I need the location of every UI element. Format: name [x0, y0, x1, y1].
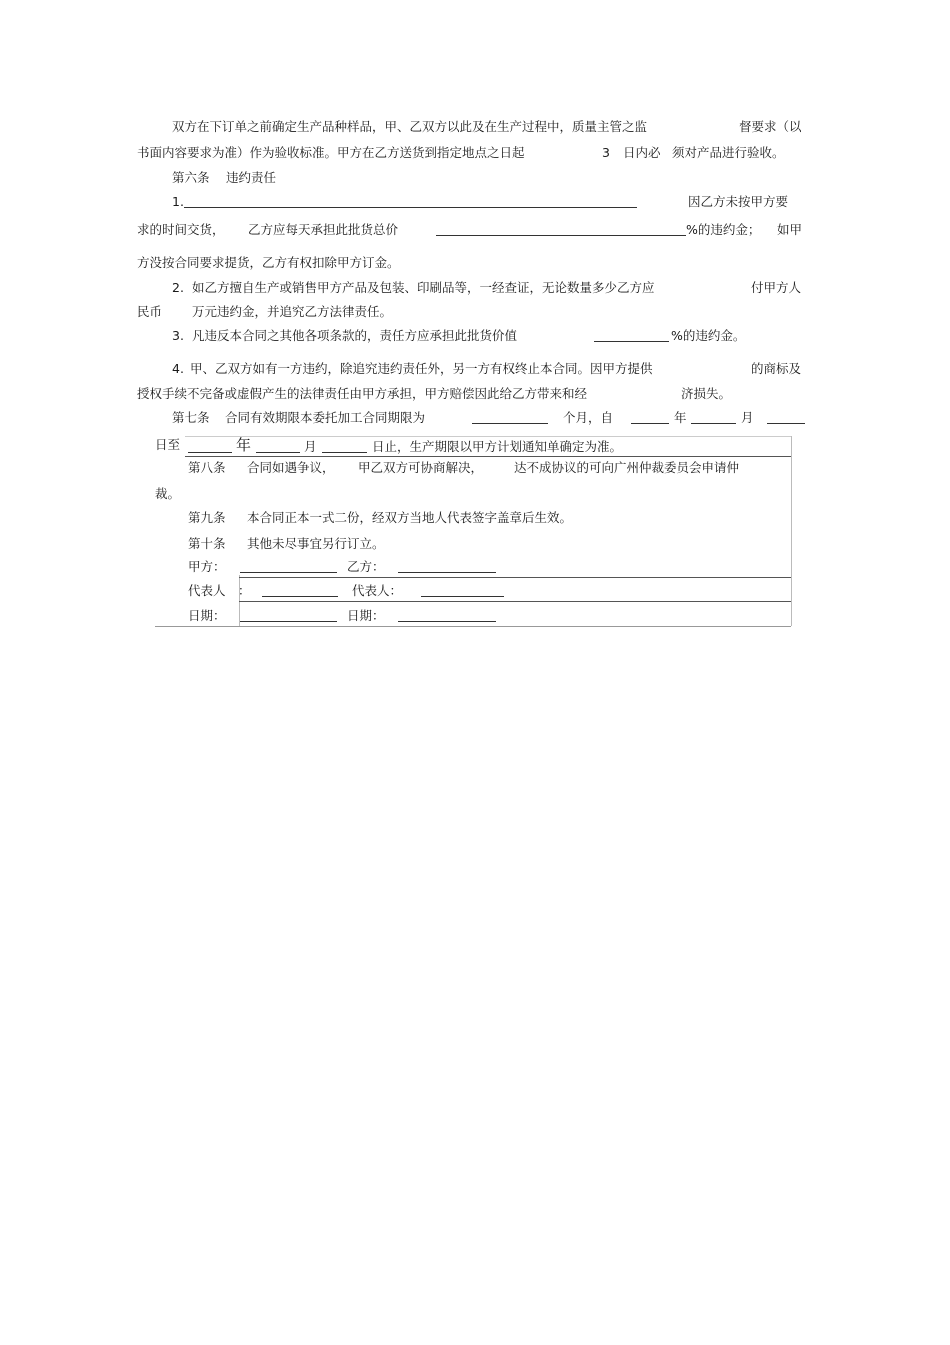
fill-blank[interactable] — [767, 412, 805, 424]
rep-a-field[interactable] — [262, 585, 338, 597]
date-b-field[interactable] — [398, 610, 496, 622]
para-line: 甲、乙双方如有一方违约，除追究违约责任外，另一方有权终止本合同。因甲方提供 — [190, 361, 653, 376]
fill-blank[interactable] — [436, 224, 686, 236]
para-line: 日至 — [155, 437, 181, 452]
rep-b-field[interactable] — [421, 585, 504, 597]
para-line: 凡违反本合同之其他各项条款的，责任方应承担此批货价值 — [192, 328, 518, 343]
para-line: 其他未尽事宜另行订立。 — [247, 536, 385, 551]
para-line: 年 — [236, 436, 252, 454]
para-line: 双方在下订单之前确定生产品种样品，甲、乙双方以此及在生产过程中，质量主管之监 — [172, 119, 648, 134]
item-number: 4. — [172, 361, 184, 376]
para-line: 月 — [304, 439, 317, 454]
para-line: 月 — [741, 410, 754, 425]
date-a-label: 日期： — [188, 608, 226, 623]
item-number: 3. — [172, 328, 184, 343]
date-a-field[interactable] — [240, 610, 337, 622]
para-line: 万元违约金，并追究乙方法律责任。 — [192, 304, 393, 319]
para-line: 付甲方人 — [751, 280, 802, 295]
para-line: 裁。 — [155, 486, 181, 501]
fill-blank[interactable] — [184, 196, 637, 208]
party-b-field[interactable] — [398, 561, 496, 573]
party-b-label: 乙方： — [347, 559, 385, 574]
days-number: 3 — [602, 145, 610, 160]
para-line: 济损失。 — [681, 386, 732, 401]
para-line: 须对产品进行验收。 — [672, 145, 785, 160]
item-number: 2. — [172, 280, 184, 295]
divider — [185, 436, 791, 437]
article-heading: 违约责任 — [226, 170, 277, 185]
para-line: 授权手续不完备或虚假产生的法律责任由甲方承担，甲方赔偿因此给乙方带来和经 — [137, 386, 588, 401]
para-line: 年 — [674, 410, 687, 425]
para-line: 合同如遇争议， — [247, 460, 335, 475]
para-line: 乙方应每天承担此批货总价 — [248, 222, 399, 237]
party-a-field[interactable] — [240, 561, 337, 573]
para-line: 合同有效期限本委托加工合同期限为 — [225, 410, 426, 425]
article-heading: 第六条 — [172, 170, 210, 185]
fill-blank[interactable] — [691, 412, 736, 424]
article-heading: 第十条 — [188, 536, 226, 551]
colon: ： — [238, 583, 251, 598]
fill-blank[interactable] — [188, 441, 232, 453]
article-heading: 第九条 — [188, 510, 226, 525]
fill-blank[interactable] — [594, 330, 669, 342]
rep-a-label: 代表人 — [188, 583, 226, 598]
article-heading: 第八条 — [188, 460, 226, 475]
para-line: 因乙方未按甲方要 — [688, 194, 789, 209]
divider — [185, 456, 791, 457]
para-line: 达不成协议的可向广州仲裁委员会申请仲 — [514, 460, 740, 475]
para-line: 日止，生产期限以甲方计划通知单确定为准。 — [372, 439, 623, 454]
para-line: 书面内容要求为准）作为验收标准。甲方在乙方送货到指定地点之日起 — [137, 145, 525, 160]
para-line: 甲乙双方可协商解决， — [358, 460, 484, 475]
divider — [791, 436, 792, 626]
date-b-label: 日期： — [347, 608, 385, 623]
para-line: 日内必 — [623, 145, 661, 160]
para-line: %的违约金； — [686, 222, 761, 237]
fill-blank[interactable] — [631, 412, 669, 424]
para-line: 督要求（以 — [739, 119, 802, 134]
rep-b-label: 代表人： — [352, 583, 403, 598]
item-number: 1. — [172, 194, 184, 209]
divider — [239, 577, 791, 578]
para-line: 方没按合同要求提货，乙方有权扣除甲方订金。 — [137, 255, 400, 270]
divider — [239, 601, 791, 602]
fill-blank[interactable] — [322, 441, 367, 453]
divider — [155, 626, 791, 627]
para-line: 本合同正本一式二份，经双方当地人代表签字盖章后生效。 — [247, 510, 573, 525]
para-line: 如乙方擅自生产或销售甲方产品及包装、印刷品等，一经查证，无论数量多少乙方应 — [192, 280, 655, 295]
para-line: 民币 — [137, 304, 163, 319]
para-line: 求的时间交货， — [137, 222, 225, 237]
fill-blank[interactable] — [472, 412, 548, 424]
para-line: 如甲 — [777, 222, 803, 237]
para-line: 的商标及 — [751, 361, 802, 376]
para-line: 个月，自 — [563, 410, 614, 425]
para-line: %的违约金。 — [671, 328, 746, 343]
fill-blank[interactable] — [256, 441, 300, 453]
article-heading: 第七条 — [172, 410, 210, 425]
party-a-label: 甲方： — [188, 559, 226, 574]
